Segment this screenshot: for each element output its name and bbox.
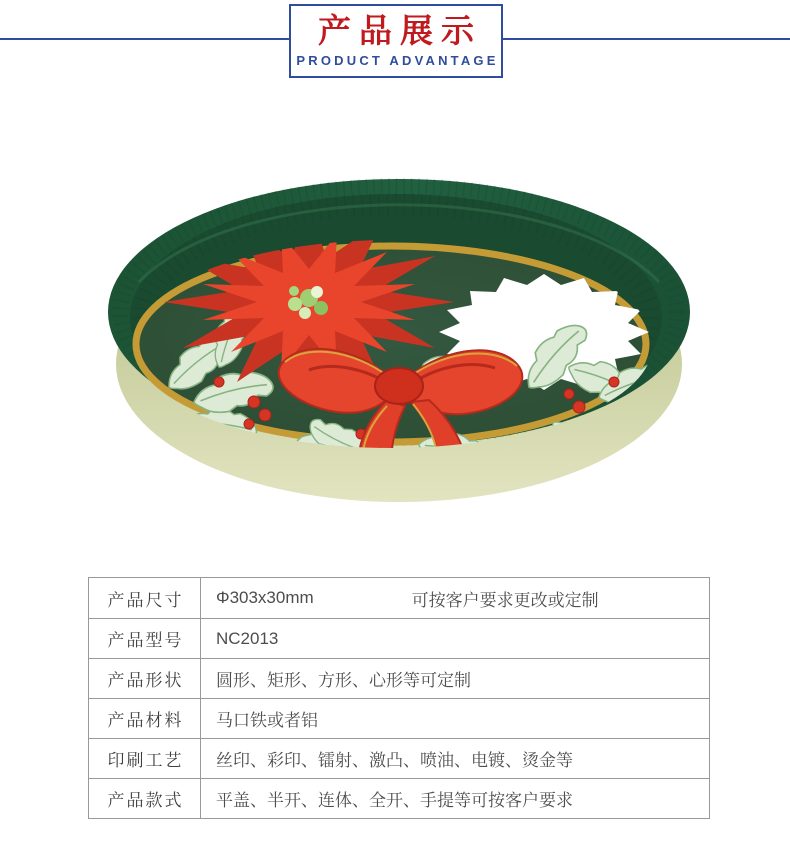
spec-value <box>201 659 709 698</box>
spec-label: 产品形状 <box>89 659 201 698</box>
spec-value <box>201 779 709 818</box>
spec-value-text: NC2013 <box>216 628 279 648</box>
table-row <box>89 618 709 658</box>
spec-value <box>201 739 709 778</box>
spec-value <box>201 619 709 658</box>
product-photo <box>99 172 699 512</box>
spec-value-text: 平盖、半开、连体、全开、手提等可按客户要求 <box>216 791 573 810</box>
spec-value-text: 圆形、矩形、方形、心形等可定制 <box>216 671 471 690</box>
table-row <box>89 698 709 738</box>
spec-value-note: 可按客户要求更改或定制 <box>411 590 599 610</box>
spec-label: 印刷工艺 <box>89 739 201 778</box>
table-row <box>89 778 709 818</box>
page-subtitle: PRODUCT ADVANTAGE <box>296 53 499 69</box>
bow-knot <box>375 368 423 404</box>
spec-table <box>88 577 710 819</box>
table-row <box>89 658 709 698</box>
spec-value <box>201 699 709 738</box>
page-title: 产品展示 <box>318 11 482 49</box>
header-rule-right <box>503 38 790 40</box>
spec-value-text: 马口铁或者铝 <box>216 711 318 730</box>
header-title-box <box>289 4 503 78</box>
spec-label: 产品尺寸 <box>89 578 201 618</box>
header-rule-left <box>0 38 289 40</box>
spec-value-text: 丝印、彩印、镭射、激凸、喷油、电镀、烫金等 <box>216 751 573 770</box>
spec-value <box>201 578 709 618</box>
spec-value-text: Φ303x30mm <box>216 588 314 607</box>
table-row <box>89 738 709 778</box>
table-row <box>89 578 709 618</box>
christmas-tray-illustration <box>99 172 699 512</box>
spec-label: 产品款式 <box>89 779 201 818</box>
spec-label: 产品材料 <box>89 699 201 738</box>
spec-label: 产品型号 <box>89 619 201 658</box>
